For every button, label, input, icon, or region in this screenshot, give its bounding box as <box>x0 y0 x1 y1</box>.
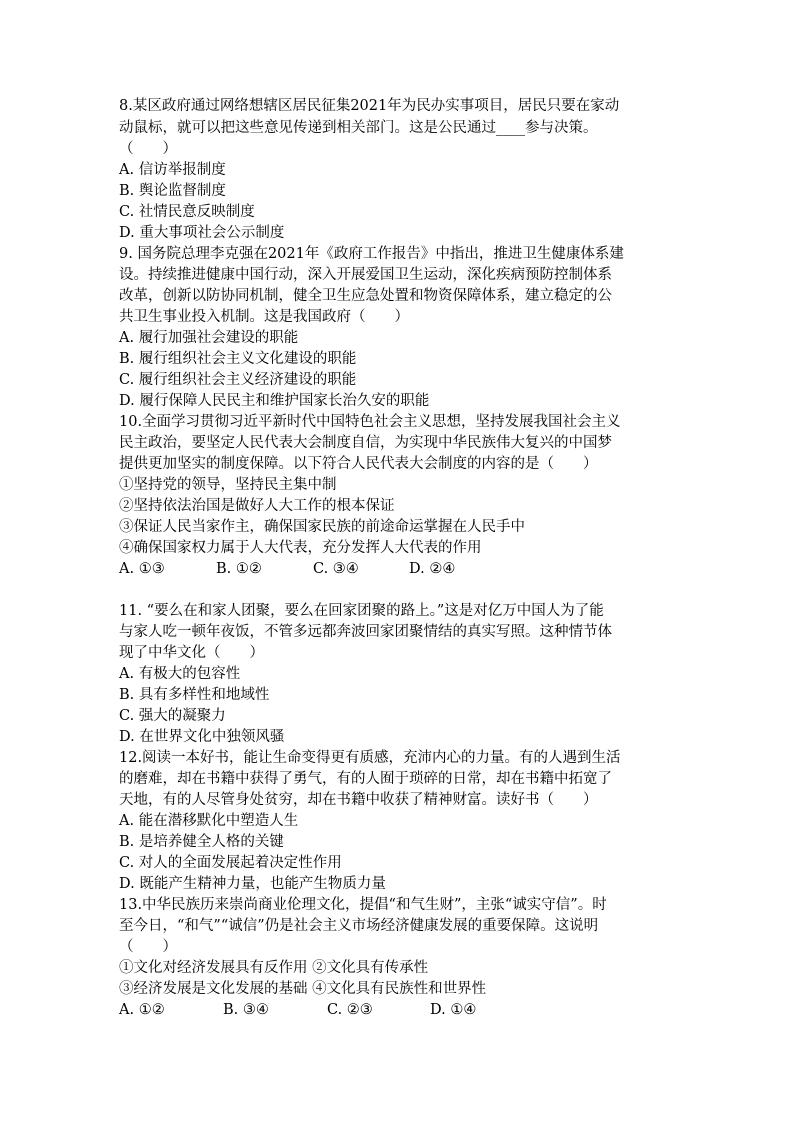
q13-choice-b: B. ③④ <box>223 1002 269 1018</box>
q9-option-a: A. 履行加强社会建设的职能 <box>119 330 299 346</box>
q8-option-b: B. 舆论监督制度 <box>119 183 226 199</box>
q8-option-d: D. 重大事项社会公示制度 <box>119 225 285 241</box>
q11-option-d: D. 在世界文化中独领风骚 <box>119 729 285 745</box>
q10-statement-4: ④确保国家权力属于人大代表，充分发挥人大代表的作用 <box>119 540 482 556</box>
q10-choice-a: A. ①③ <box>119 561 165 577</box>
q11-option-c: C. 强大的凝聚力 <box>119 708 226 724</box>
q8-stem-line-2: 动鼠标，就可以把这些意见传递到相关部门。这是公民通过____参与决策。 <box>119 120 598 136</box>
q10-stem-line-2: 民主政治，要坚定人民代表大会制度自信，为实现中华民族伟大复兴的中国梦 <box>119 435 612 451</box>
q8-option-a: A. 信访举报制度 <box>119 162 226 178</box>
q9-stem-line-3: 改革，创新以防协同机制，健全卫生应急处置和物资保障体系，建立稳定的公 <box>119 288 612 304</box>
q12-option-c: C. 对人的全面发展起着决定性作用 <box>119 855 342 871</box>
q8-stem-line-1: 8.某区政府通过网络想辖区居民征集2021年为民办实事项目，居民只要在家动 <box>119 98 620 114</box>
q10-choice-d: D. ②④ <box>409 561 456 577</box>
q8-answer-blank: （ ） <box>119 141 177 157</box>
q9-stem-line-4: 共卫生事业投入机制。这是我国政府（ ） <box>119 309 409 325</box>
q12-option-a: A. 能在潜移默化中塑造人生 <box>119 813 299 829</box>
q10-stem-line-3: 提供更加坚实的制度保障。以下符合人民代表大会制度的内容的是（ ） <box>119 456 598 472</box>
q9-stem-line-2: 设。持续推进健康中国行动，深入开展爱国卫生运动，深化疾病预防控制体系 <box>119 267 612 283</box>
q12-option-b: B. 是培养健全人格的关键 <box>119 834 284 850</box>
q11-stem-line-1: 11. “要么在和家人团聚，要么在回家团聚的路上。”这是对亿万中国人为了能 <box>119 603 604 619</box>
q9-stem-line-1: 9. 国务院总理李克强在2021年《政府工作报告》中指出，推进卫生健康体系建 <box>119 246 624 262</box>
q9-option-c: C. 履行组织社会主义经济建设的职能 <box>119 372 357 388</box>
q10-choice-c: C. ③④ <box>313 561 359 577</box>
q13-stem-line-2: 至今日，“和气”“诚信”仍是社会主义市场经济健康发展的重要保障。这说明 <box>119 918 599 934</box>
q13-statements-row-1: ①文化对经济发展具有反作用 ②文化具有传承性 <box>119 960 429 976</box>
q13-stem-line-1: 13.中华民族历来崇尚商业伦理文化，提倡“和气生财”，主张“诚实守信”。时 <box>119 897 607 913</box>
q11-stem-line-2: 与家人吃一顿年夜饭，不管多远都奔波回家团聚情结的真实写照。这种情节体 <box>119 624 612 640</box>
q12-stem-line-1: 12.阅读一本好书，能让生命变得更有质感，充沛内心的力量。有的人遇到生活 <box>119 750 621 766</box>
q10-choices <box>119 559 455 579</box>
q10-statement-1: ①坚持党的领导，坚持民主集中制 <box>119 477 337 493</box>
q12-stem-line-3: 天地，有的人尽管身处贫穷，却在书籍中收获了精神财富。读好书（ ） <box>119 792 598 808</box>
q11-stem-line-3: 现了中华文化（ ） <box>119 645 264 661</box>
q13-answer-blank: （ ） <box>119 939 177 955</box>
q13-statements-row-2: ③经济发展是文化发展的基础 ④文化具有民族性和世界性 <box>119 981 487 997</box>
q8-option-c: C. 社情民意反映制度 <box>119 204 255 220</box>
q10-stem-line-1: 10.全面学习贯彻习近平新时代中国特色社会主义思想，坚持发展我国社会主义 <box>119 414 621 430</box>
q13-choice-d: D. ①④ <box>430 1002 477 1018</box>
q10-statement-3: ③保证人民当家作主，确保国家民族的前途命运掌握在人民手中 <box>119 519 525 535</box>
q12-option-d: D. 既能产生精神力量，也能产生物质力量 <box>119 876 386 892</box>
q13-choice-c: C. ②③ <box>327 1002 373 1018</box>
q11-option-b: B. 具有多样性和地域性 <box>119 687 270 703</box>
q9-option-d: D. 履行保障人民民主和维护国家长治久安的职能 <box>119 393 430 409</box>
q13-choices <box>119 1000 476 1020</box>
q9-option-b: B. 履行组织社会主义文化建设的职能 <box>119 351 357 367</box>
q10-statement-2: ②坚持依法治国是做好人大工作的根本保证 <box>119 498 395 514</box>
q13-choice-a: A. ①② <box>119 1002 165 1018</box>
q11-option-a: A. 有极大的包容性 <box>119 666 241 682</box>
q12-stem-line-2: 的磨难，却在书籍中获得了勇气，有的人囿于琐碎的日常，却在书籍中拓宽了 <box>119 771 612 787</box>
q10-choice-b: B. ①② <box>216 561 262 577</box>
